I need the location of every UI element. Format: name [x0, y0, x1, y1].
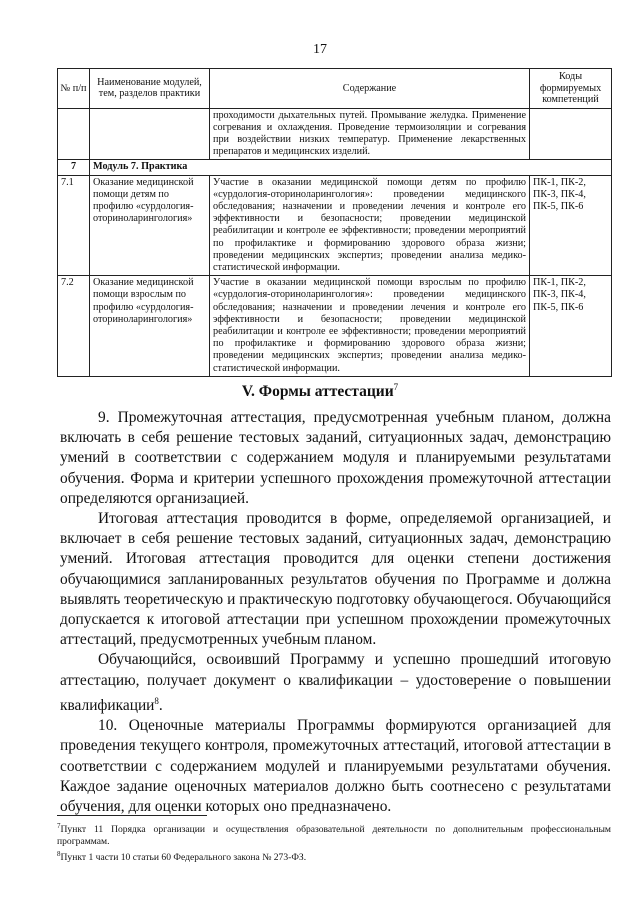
paragraph-text: Обучающийся, освоивший Программу и успешно прошедший итоговую аттестацию, получает документ о квалификации – удостоверение о повышении квалификации: [60, 651, 611, 714]
footnote-mark: 7: [57, 822, 61, 830]
header-codes: Коды формируемых компетенций: [530, 69, 612, 109]
paragraph: 10. Оценочные материалы Программы формируются организацией для проведения текущего контроля, промежуточных аттестаций, итоговой аттестации в соответствии с содержанием модулей и планируемыми результатами обучения. Каждое задание оценочных материалов должно быть соотнесено с результатами обучения, для оценки которых оно предназначено.: [60, 717, 611, 815]
footnote-text: Пункт 1 части 10 статьи 60 Федерального закона № 273-ФЗ.: [60, 852, 307, 864]
program-table: [57, 68, 612, 377]
footnote-divider: [57, 815, 207, 816]
row-name: Оказание медицинской помощи детям по профилю «сурдология-оториноларингология»: [90, 175, 210, 276]
footnote: [57, 848, 611, 864]
row-name: Оказание медицинской помощи взрослым по профилю «сурдология-оториноларингология»: [90, 276, 210, 377]
row-content: Участие в оказании медицинской помощи взрослым по профилю «сурдология-оториноларингология»: проведении медицинского обследования; назначении и проведении лечения и контроле его эффективности и безопасности; проведении медицинской реабилитации и контроле ее эффективности; проведении мероприятий по профилактике и формированию здорового образа жизни; проведении медицинских экспертиз; проведении анализа медико-статистической информации.: [210, 276, 530, 377]
paragraph: 9. Промежуточная аттестация, предусмотренная учебным планом, должна включать в себя решение тестовых заданий, ситуационных задач, демонстрацию умений в соответствии с содержанием модуля и планируемыми результатами обучения. Форма и критерии успешного прохождения промежуточной аттестации определяются организацией.: [60, 409, 611, 507]
table-row: [58, 175, 612, 276]
paragraph: Итоговая аттестация проводится в форме, определяемой организацией, и включает в себя решение тестовых заданий, ситуационных задач, демонстрацию умений. Итоговая аттестация проводится для оценки степени достижения обучающимися запланированных результатов обучения по Программе и должна выявлять теоретическую и практическую подготовку обучающегося. Обучающийся допускается к итоговой аттестации при успешном прохождении промежуточных аттестаций, предусмотренных учебным планом.: [60, 510, 611, 649]
header-content: Содержание: [210, 69, 530, 109]
row-codes: ПК-1, ПК-2, ПК-3, ПК-4, ПК-5, ПК-6: [530, 276, 612, 377]
module-row: [58, 160, 612, 175]
body-text: [60, 408, 611, 817]
empty-cell: [530, 108, 612, 160]
section-title-text: V. Формы аттестации: [241, 383, 394, 401]
empty-cell: [58, 108, 90, 160]
header-name: Наименование модулей, тем, разделов практики: [90, 69, 210, 109]
paragraph: [60, 650, 611, 716]
empty-cell: [90, 108, 210, 160]
row-num: 7.2: [58, 276, 90, 377]
module-title: Модуль 7. Практика: [90, 160, 612, 175]
table-header-row: [58, 69, 612, 109]
row-codes: ПК-1, ПК-2, ПК-3, ПК-4, ПК-5, ПК-6: [530, 175, 612, 276]
row-content: проходимости дыхательных путей. Промывание желудка. Применение согревания и охлаждения. Проведение термоизоляции и согревания при воздействии низких температур. Применение лекарственных препаратов и медицинских изделий.: [210, 108, 530, 160]
table-row-continuation: [58, 108, 612, 160]
footnote: [57, 820, 611, 848]
footnote-text: Пункт 11 Порядка организации и осуществления образовательной деятельности по дополнительным профессиональным программам.: [57, 824, 611, 848]
row-num: 7.1: [58, 175, 90, 276]
footnote-ref: 8: [154, 695, 159, 706]
section-title: [0, 382, 640, 401]
footnote-ref: 7: [393, 382, 399, 392]
footnotes: [57, 820, 611, 864]
row-content: Участие в оказании медицинской помощи детям по профилю «сурдология-оториноларингология»: проведении медицинского обследования; назначении и проведении лечения и контроле его эффективности и безопасности; проведении медицинской реабилитации и контроле ее эффективности; проведении мероприятий по профилактике и формированию здорового образа жизни; проведении медицинских экспертиз; проведении анализа медико-статистической информации.: [210, 175, 530, 276]
table-row: [58, 276, 612, 377]
page-number: 17: [313, 42, 327, 57]
header-num: № п/п: [58, 69, 90, 109]
module-num: 7: [58, 160, 90, 175]
footnote-mark: 8: [57, 850, 61, 859]
paragraph-end: .: [158, 696, 163, 714]
